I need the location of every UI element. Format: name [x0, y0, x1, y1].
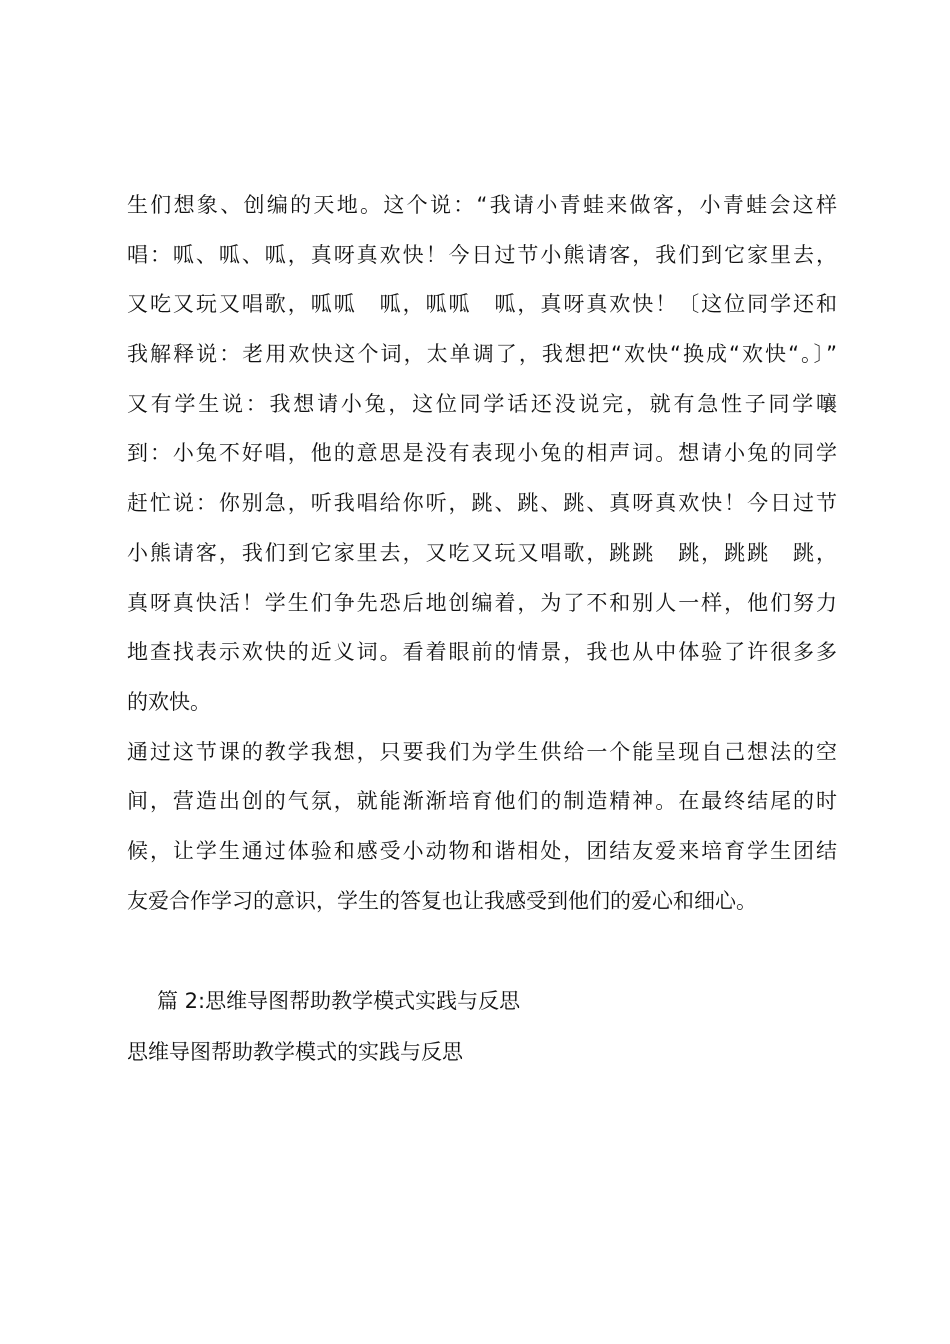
paragraph-line: 又吃又玩又唱歌，呱呱 呱，呱呱 呱，真呀真欢快！〔这位同学还和: [127, 292, 837, 316]
paragraph-line: 地查找表示欢快的近义词。看着眼前的情景，我也从中体验了许很多多: [127, 640, 837, 664]
paragraph-line: 我解释说：老用欢快这个词，太单调了，我想把“欢快“换成“欢快“。〕”: [127, 342, 837, 366]
paragraph-line: 的欢快。: [127, 690, 211, 714]
paragraph-line: 小熊请客，我们到它家里去，又吃又玩又唱歌，跳跳 跳，跳跳 跳，: [127, 541, 837, 565]
paragraph-line: 又有学生说：我想请小兔，这位同学话还没说完，就有急性子同学嚷: [127, 392, 837, 416]
paragraph-line: 唱：呱、呱、呱，真呀真欢快！今日过节小熊请客，我们到它家里去，: [127, 243, 837, 267]
paragraph-line: 通过这节课的教学我想，只要我们为学生供给一个能呈现自己想法的空: [127, 740, 837, 764]
paragraph-line: 友爱合作学习的意识，学生的答复也让我感受到他们的爱心和细心。: [127, 889, 757, 913]
paragraph-line: 生们想象、创编的天地。这个说：“我请小青蛙来做客，小青蛙会这样: [127, 193, 837, 217]
paragraph-line: 候，让学生通过体验和感受小动物和谐相处，团结友爱来培育学生团结: [127, 839, 837, 863]
paragraph-line: 真呀真快活！学生们争先恐后地创编着，为了不和别人一样，他们努力: [127, 591, 837, 615]
paragraph-line: 赶忙说：你别急，听我唱给你听，跳、跳、跳、真呀真欢快！今日过节: [127, 491, 837, 515]
paragraph-line: 到：小兔不好唱，他的意思是没有表现小兔的相声词。想请小兔的同学: [127, 441, 837, 465]
article-title: 思维导图帮助教学模式的实践与反思: [127, 1040, 463, 1064]
section-heading: 篇 2:思维导图帮助教学模式实践与反思: [157, 989, 521, 1013]
paragraph-line: 间，营造出创的气氛，就能渐渐培育他们的制造精神。在最终结尾的时: [127, 789, 837, 813]
